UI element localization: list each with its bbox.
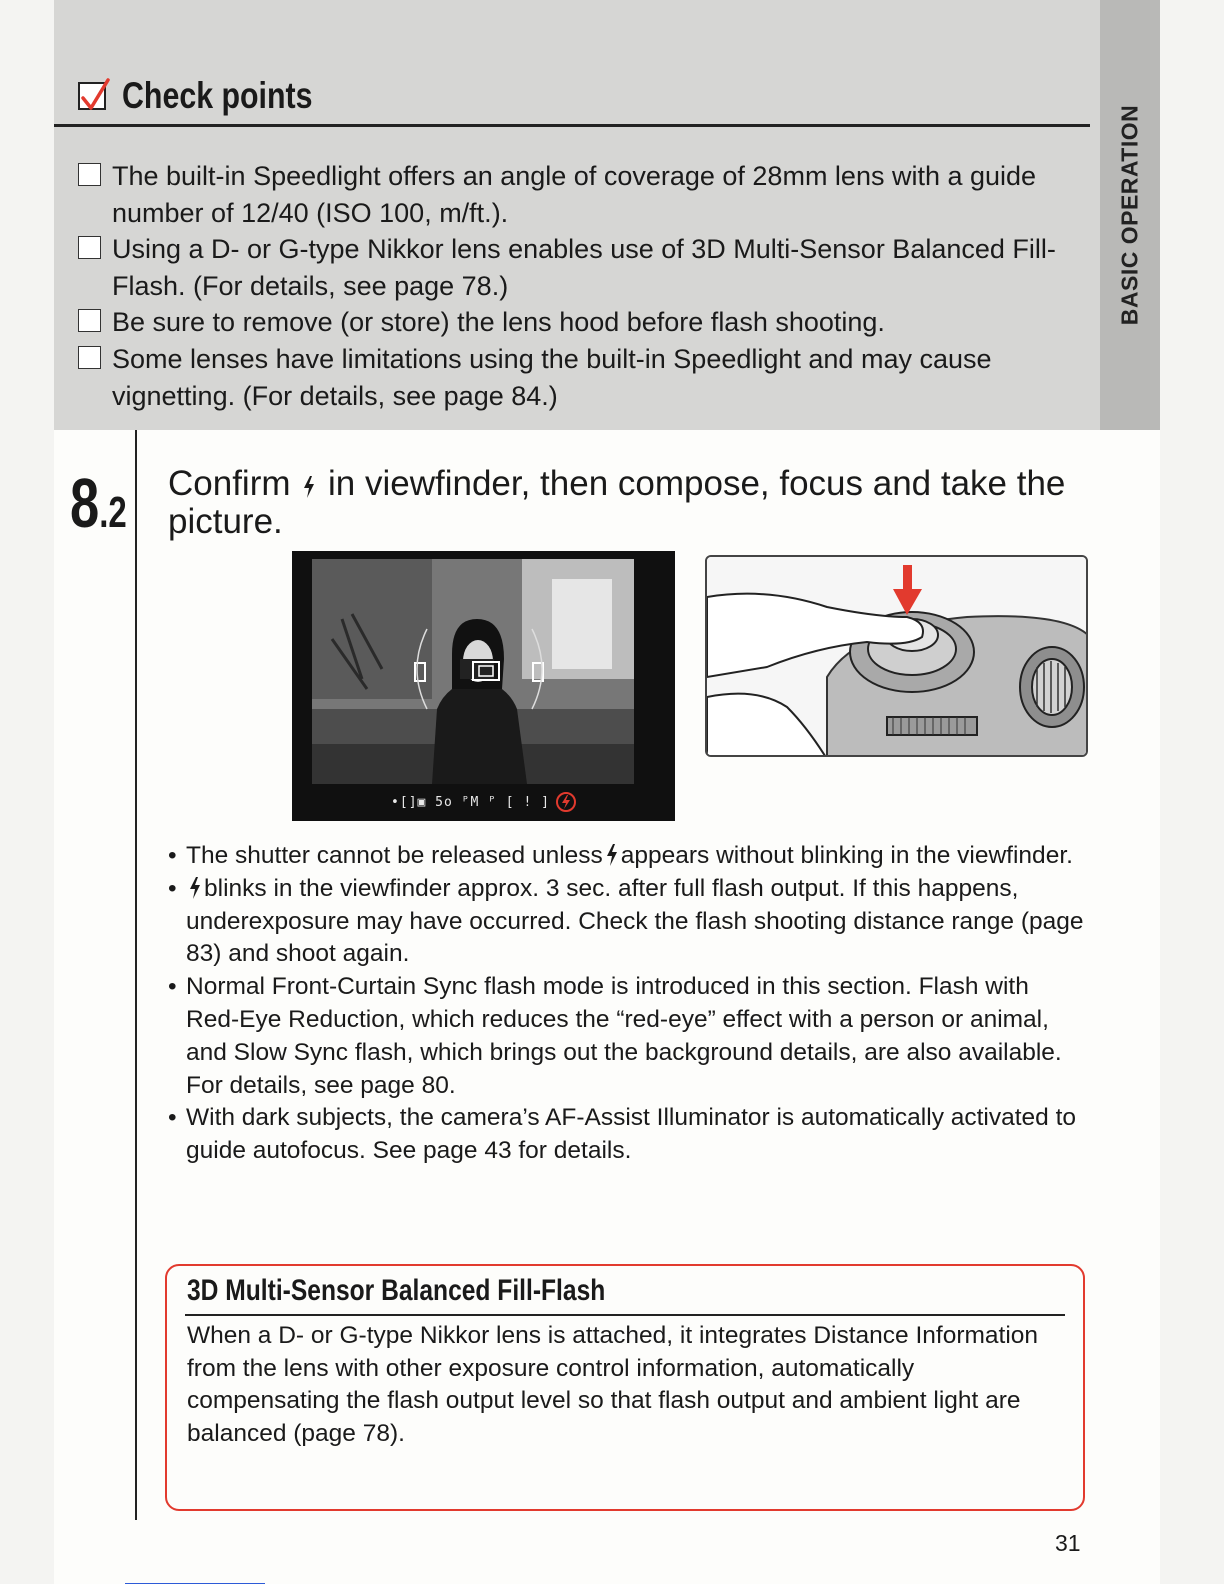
note-item [168, 873, 1088, 971]
flash-ready-icon [556, 792, 576, 812]
step-heading [168, 465, 1068, 541]
check-point-item [78, 231, 1088, 304]
note-item [168, 971, 1088, 1102]
step-heading-part2: in viewfinder, then compose, focus and take the picture. [168, 464, 1066, 541]
note-text: appears without blinking in the viewfinder. [620, 842, 1073, 869]
step-number-main: 8 [70, 464, 100, 542]
viewfinder-scene [312, 559, 634, 784]
viewfinder-illustration [292, 551, 675, 821]
check-point-text: Using a D- or G-type Nikkor lens enables use of 3D Multi-Sensor Balanced Fill-Flash. (For details, see page 78.) [112, 234, 1056, 301]
fill-flash-title: 3D Multi-Sensor Balanced Fill-Flash [187, 1274, 606, 1307]
flash-ready-icon [606, 844, 618, 866]
check-points-list [78, 158, 1088, 414]
check-points-header [78, 72, 354, 120]
flash-ready-icon [189, 877, 201, 899]
camera-shutter-illustration [705, 555, 1088, 757]
checkbox-icon [78, 309, 101, 332]
step-heading-part1: Confirm [168, 464, 291, 503]
note-item [168, 840, 1088, 873]
flash-ready-icon [303, 476, 315, 498]
fill-flash-body: When a D- or G-type Nikkor lens is attached, it integrates Distance Information from the lens with other exposure control information, automatically compensating the flash output level so that flash output and ambient light are balanced (page 78). [187, 1322, 1039, 1447]
note-text: The shutter cannot be released unless [186, 842, 603, 869]
fill-flash-info-box [165, 1264, 1085, 1511]
check-point-text: The built-in Speedlight offers an angle of coverage of 28mm lens with a guide number of 12/40 (ISO 100, m/ft.). [112, 161, 1037, 228]
fill-flash-rule [185, 1314, 1065, 1316]
check-points-title: Check points [122, 75, 313, 116]
check-point-text: Some lenses have limitations using the built-in Speedlight and may cause vignetting. (For details, see page 84.) [112, 343, 992, 411]
page-number: 31 [1055, 1530, 1081, 1556]
viewfinder-status-bar [292, 787, 675, 817]
step-notes-list [168, 840, 1088, 1168]
check-point-item [78, 341, 1088, 414]
note-text: blinks in the viewfinder approx. 3 sec. after full flash output. If this happens, underexposure may have occurred. Check the flash shooting distance range (page 83) and shoot again. [186, 874, 1084, 968]
step-number-sub: .2 [99, 488, 127, 537]
viewfinder-status-text: •[]▣ 5o ᴾM ᴾ [ ! ] [391, 794, 550, 810]
note-item [168, 1102, 1088, 1168]
step-margin-line [135, 430, 137, 1520]
checkbox-icon [78, 236, 101, 259]
checkbox-icon [78, 163, 101, 186]
check-point-item [78, 158, 1088, 231]
check-point-item [78, 304, 1088, 341]
note-text: Normal Front-Curtain Sync flash mode is introduced in this section. Flash with Red-Eye Reduction, which reduces the “red-eye” effect with a person or animal, and Slow Sync flash, which brings out the background details, are also available. For details, see page 80. [186, 973, 1062, 1099]
step-number [70, 464, 127, 548]
checkbox-icon [78, 346, 101, 369]
note-text: With dark subjects, the camera’s AF-Assist Illuminator is automatically activated to guide autofocus. See page 43 for details. [186, 1104, 1077, 1165]
check-points-rule [54, 124, 1090, 127]
check-point-text: Be sure to remove (or store) the lens hood before flash shooting. [112, 307, 885, 338]
checkmark-icon [78, 82, 106, 110]
side-tab-label: BASIC OPERATION [1116, 104, 1143, 326]
